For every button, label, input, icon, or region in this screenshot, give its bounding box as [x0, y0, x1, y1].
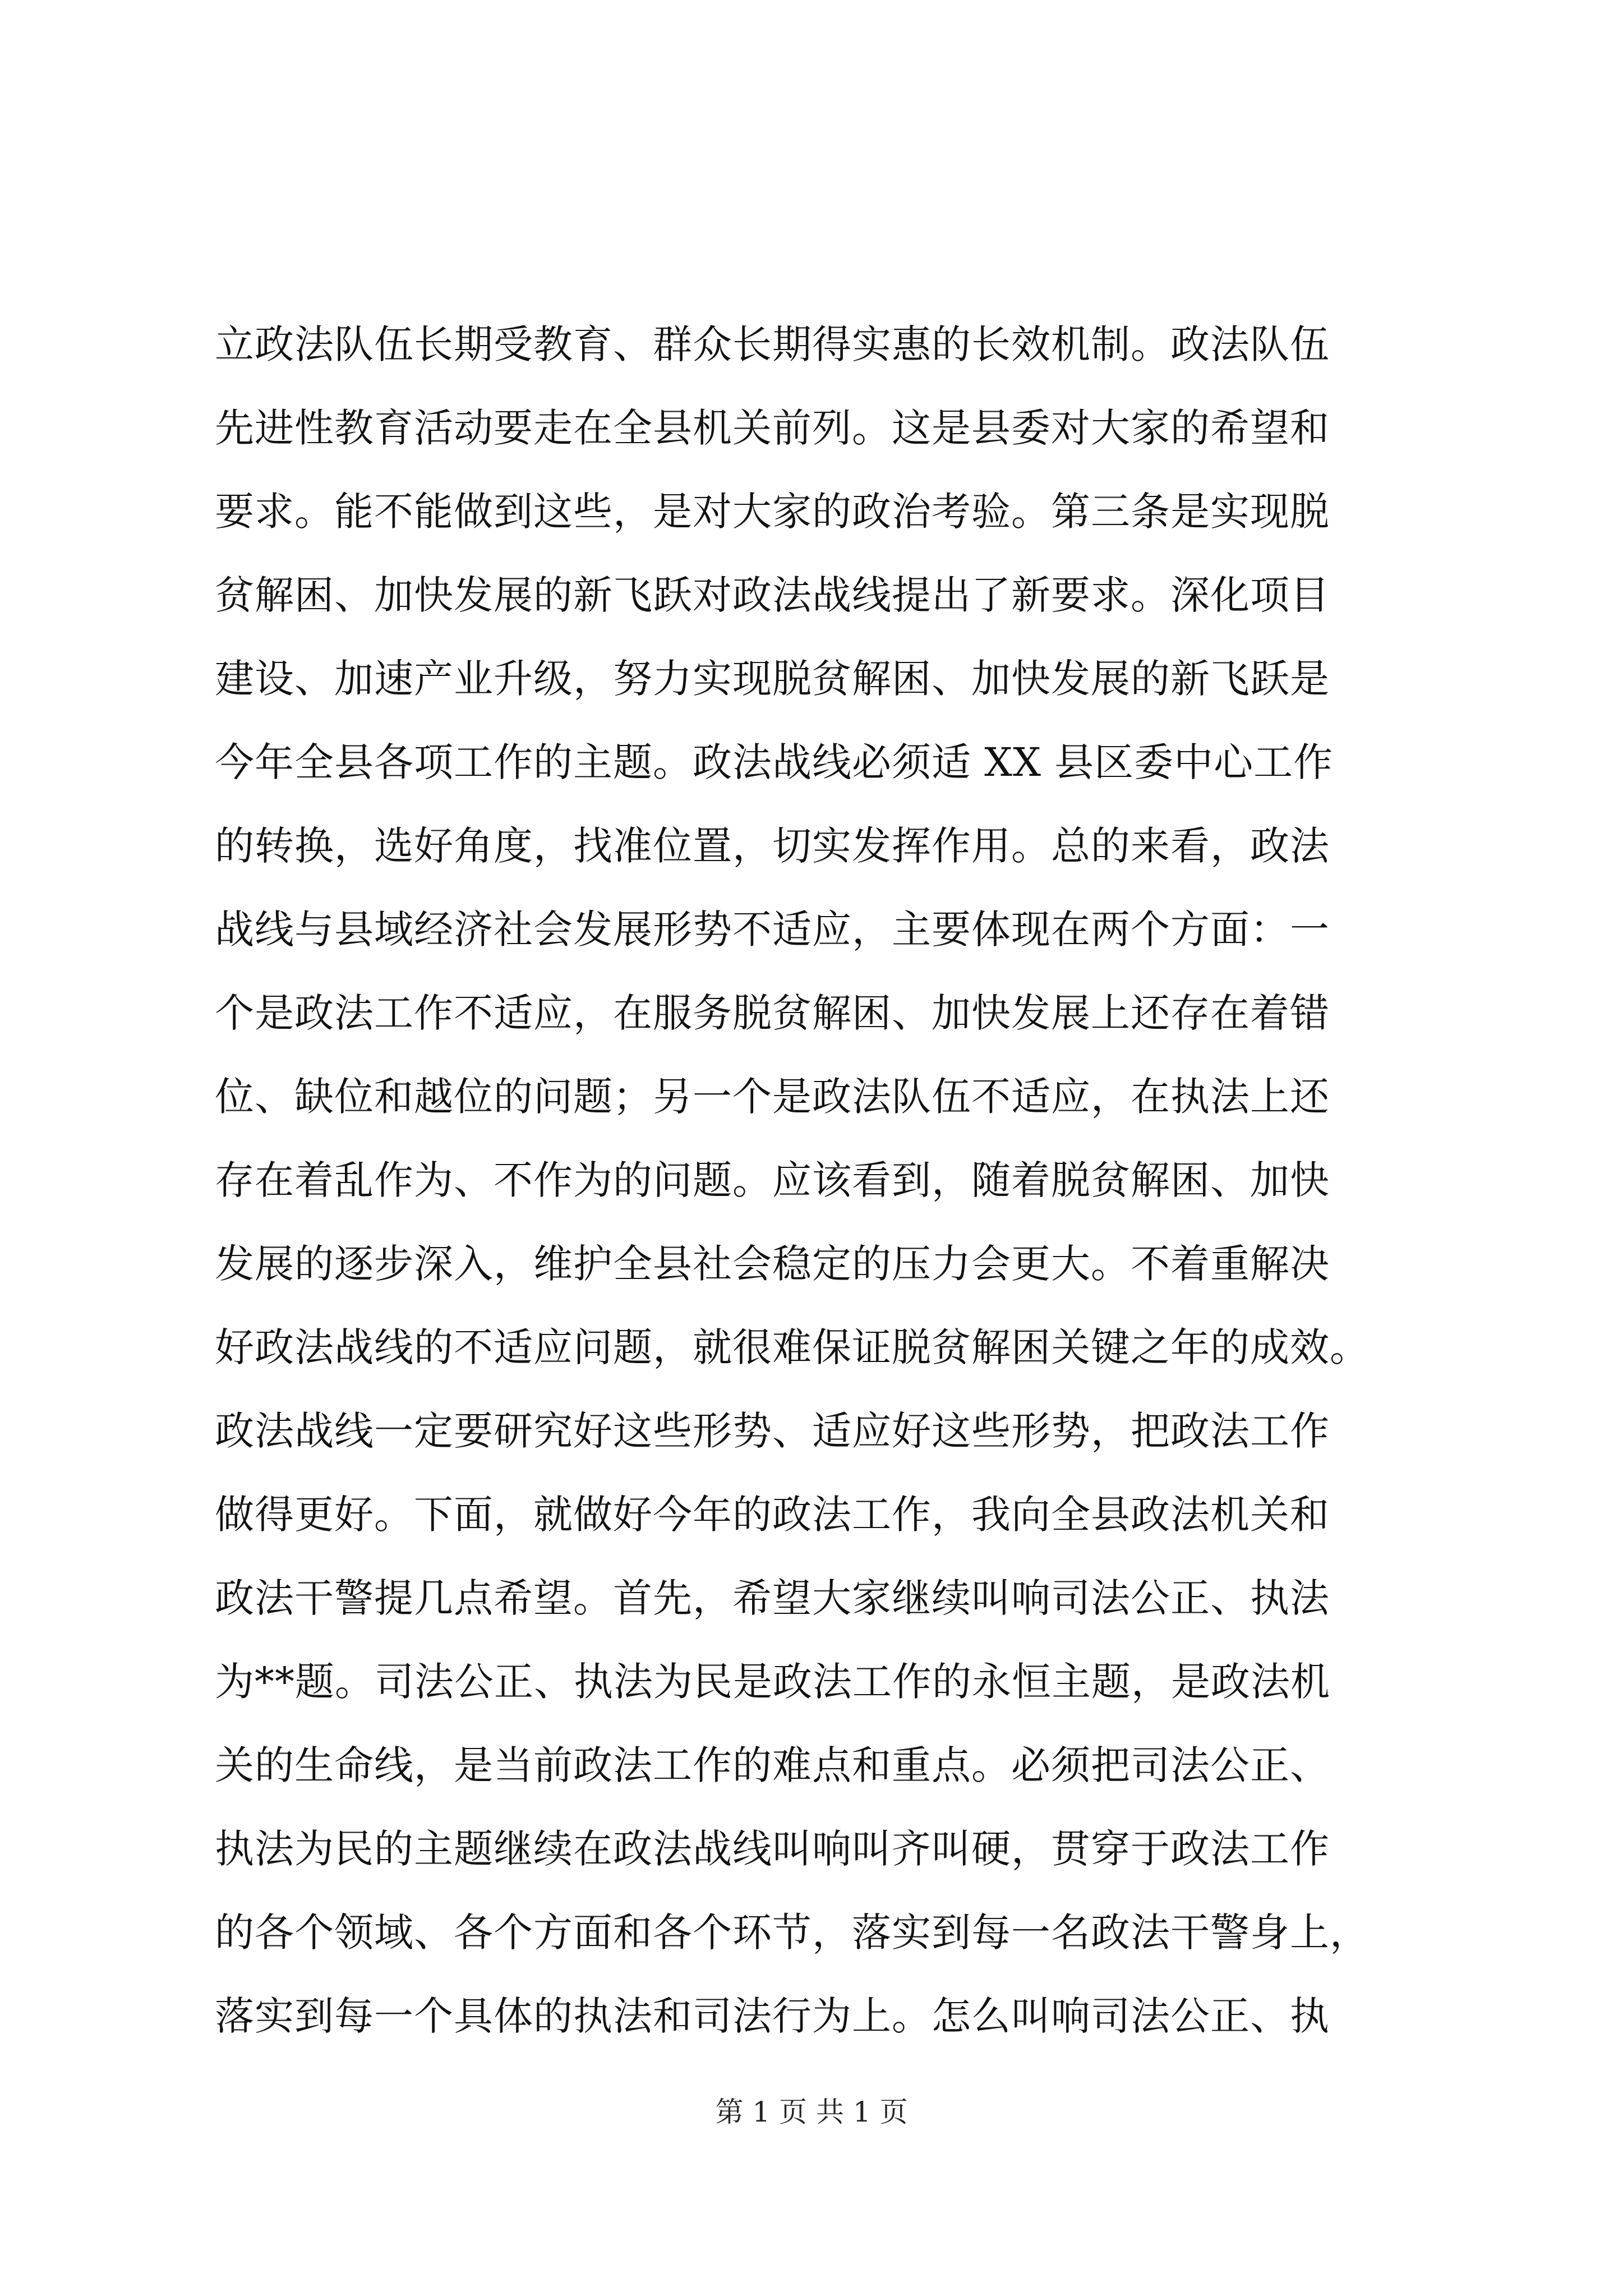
text-line: 建设、加速产业升级，努力实现脱贫解困、加快发展的新飞跃是 [215, 656, 1330, 702]
text-line: 今年全县各项工作的主题。政法战线必须适 XX 县区委中心工作 [215, 739, 1334, 785]
text-line: 位、缺位和越位的问题；另一个是政法队伍不适应，在执法上还 [215, 1074, 1330, 1120]
text-line: 政法干警提几点希望。首先，希望大家继续叫响司法公正、执法 [215, 1575, 1330, 1621]
text-line: 的转换，选好角度，找准位置，切实发挥作用。总的来看，政法 [215, 823, 1330, 869]
text-line: 为**题。司法公正、执法为民是政法工作的永恒主题，是政法机 [215, 1659, 1330, 1705]
text-line: 落实到每一个具体的执法和司法行为上。怎么叫响司法公正、执 [215, 1993, 1330, 2039]
text-line: 立政法队伍长期受教育、群众长期得实惠的长效机制。政法队伍 [215, 321, 1330, 367]
text-line: 政法战线一定要研究好这些形势、适应好这些形势，把政法工作 [215, 1408, 1330, 1454]
text-line: 战线与县域经济社会发展形势不适应，主要体现在两个方面：一 [215, 907, 1330, 953]
text-line: 贫解困、加快发展的新飞跃对政法战线提出了新要求。深化项目 [215, 572, 1330, 618]
text-line: 要求。能不能做到这些，是对大家的政治考验。第三条是实现脱 [215, 489, 1330, 535]
page-footer [0, 2092, 1623, 2132]
text-line: 存在着乱作为、不作为的问题。应该看到，随着脱贫解困、加快 [215, 1157, 1330, 1203]
body-text [215, 303, 1415, 2058]
text-line: 个是政法工作不适应，在服务脱贫解困、加快发展上还存在着错 [215, 990, 1330, 1036]
text-line: 先进性教育活动要走在全县机关前列。这是县委对大家的希望和 [215, 405, 1330, 451]
text-line: 的各个领域、各个方面和各个环节，落实到每一名政法干警身上， [215, 1910, 1370, 1955]
text-line: 做得更好。下面，就做好今年的政法工作，我向全县政法机关和 [215, 1492, 1330, 1538]
page-number: 第 1 页 共 1 页 [715, 2096, 908, 2128]
text-line: 发展的逐步深入，维护全县社会稳定的压力会更大。不着重解决 [215, 1241, 1330, 1287]
text-line: 好政法战线的不适应问题，就很难保证脱贫解困关键之年的成效。 [215, 1324, 1370, 1370]
text-line: 执法为民的主题继续在政法战线叫响叫齐叫硬，贯穿于政法工作 [215, 1826, 1330, 1872]
text-line: 关的生命线，是当前政法工作的难点和重点。必须把司法公正、 [215, 1742, 1330, 1788]
